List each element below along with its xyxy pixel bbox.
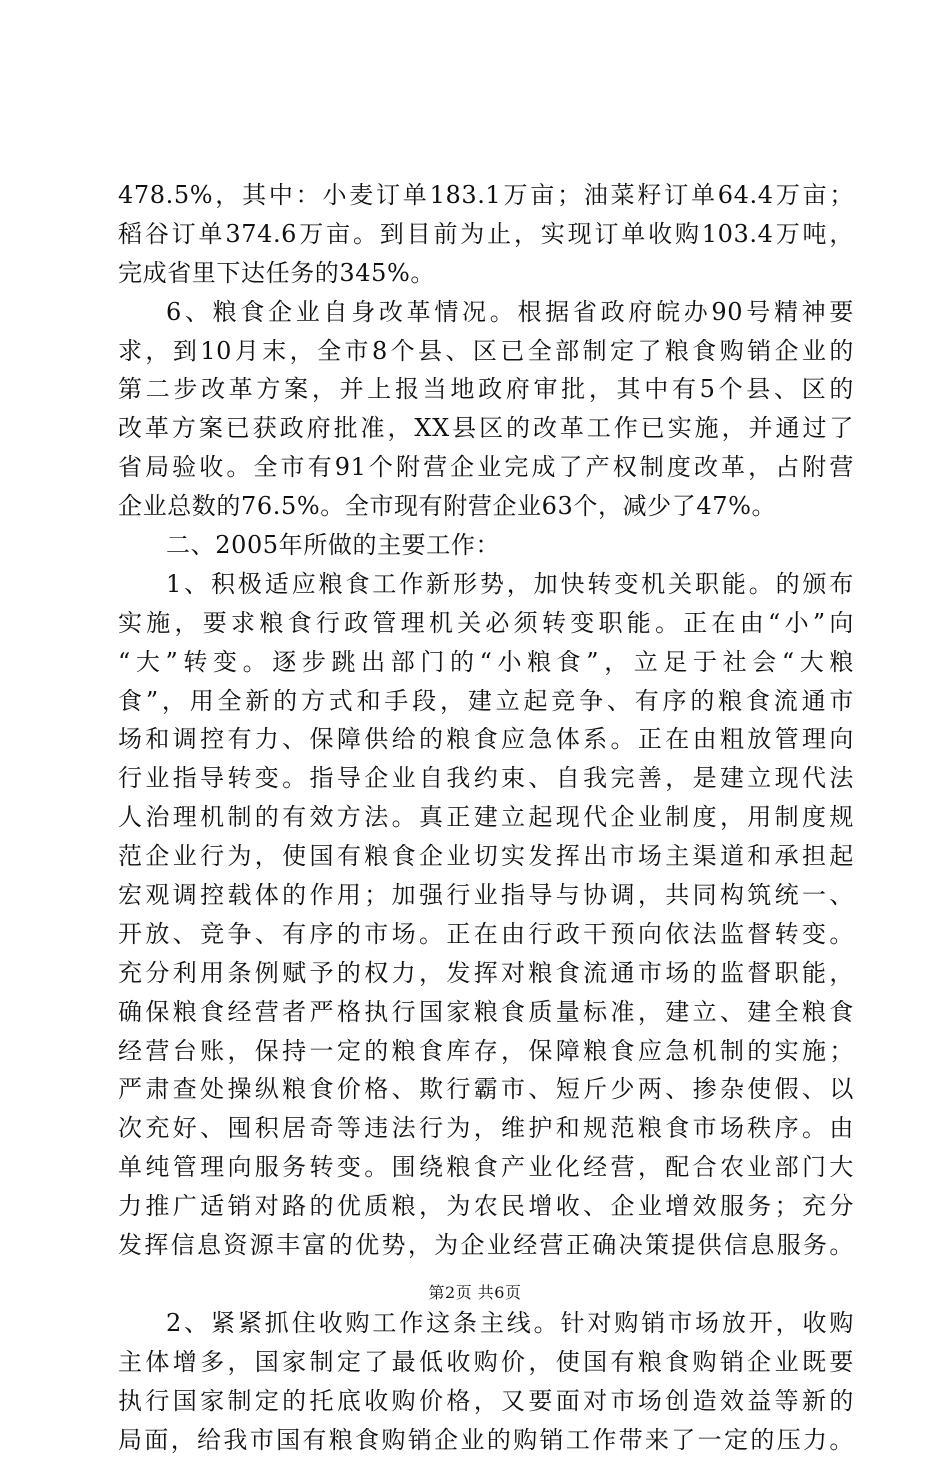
text-line: 478.5%，其中：小麦订单183.1万亩；油菜籽订单64.4万亩； bbox=[118, 176, 854, 215]
document-body bbox=[118, 176, 854, 1459]
text-line: 1、积极适应粮食工作新形势，加快转变机关职能。的颁布 bbox=[118, 565, 854, 604]
text-line: 实施，要求粮食行政管理机关必须转变职能。正在由“小”向 bbox=[118, 604, 854, 643]
text-line: 经营台账，保持一定的粮食库存，保障粮食应急机制的实施； bbox=[118, 1032, 854, 1071]
text-line: 力推广适销对路的优质粮，为农民增收、企业增效服务；充分 bbox=[118, 1187, 854, 1226]
text-line: 完成省里下达任务的345%。 bbox=[118, 254, 854, 293]
text-line: 稻谷订单374.6万亩。到目前为止，实现订单收购103.4万吨， bbox=[118, 215, 854, 254]
page-number-footer: 第2页 共6页 bbox=[0, 1283, 950, 1303]
text-line: 次充好、囤积居奇等违法行为，维护和规范粮食市场秩序。由 bbox=[118, 1109, 854, 1148]
text-line: 改革方案已获政府批准，XX县区的改革工作已实施，并通过了 bbox=[118, 409, 854, 448]
text-line: 行业指导转变。指导企业自我约束、自我完善，是建立现代法 bbox=[118, 759, 854, 798]
text-line: 充分利用条例赋予的权力，发挥对粮食流通市场的监督职能， bbox=[118, 954, 854, 993]
text-line: 省局验收。全市有91个附营企业完成了产权制度改革，占附营 bbox=[118, 448, 854, 487]
text-line: 6、粮食企业自身改革情况。根据省政府皖办90号精神要 bbox=[118, 293, 854, 332]
text-line: 求，到10月末，全市8个县、区已全部制定了粮食购销企业的 bbox=[118, 332, 854, 371]
text-line: 发挥信息资源丰富的优势，为企业经营正确决策提供信息服务。 bbox=[118, 1226, 854, 1265]
text-line: “大”转变。逐步跳出部门的“小粮食”，立足于社会“大粮 bbox=[118, 643, 854, 682]
text-line: 主体增多，国家制定了最低收购价，使国有粮食购销企业既要 bbox=[118, 1343, 854, 1382]
text-line: 范企业行为，使国有粮食企业切实发挥出市场主渠道和承担起 bbox=[118, 837, 854, 876]
text-line: 开放、竞争、有序的市场。正在由行政干预向依法监督转变。 bbox=[118, 915, 854, 954]
text-line: 确保粮食经营者严格执行国家粮食质量标准，建立、建全粮食 bbox=[118, 993, 854, 1032]
text-line: 第二步改革方案，并上报当地政府审批，其中有5个县、区的 bbox=[118, 370, 854, 409]
text-line: 食”，用全新的方式和手段，建立起竞争、有序的粮食流通市 bbox=[118, 682, 854, 721]
text-line: 局面，给我市国有粮食购销企业的购销工作带来了一定的压力。 bbox=[118, 1421, 854, 1459]
text-line: 企业总数的76.5%。全市现有附营企业63个，减少了47%。 bbox=[118, 487, 854, 526]
text-line: 2、紧紧抓住收购工作这条主线。针对购销市场放开，收购 bbox=[118, 1304, 854, 1343]
text-line: 场和调控有力、保障供给的粮食应急体系。正在由粗放管理向 bbox=[118, 720, 854, 759]
text-line: 执行国家制定的托底收购价格，又要面对市场创造效益等新的 bbox=[118, 1382, 854, 1421]
text-line: 人治理机制的有效方法。真正建立起现代企业制度，用制度规 bbox=[118, 798, 854, 837]
text-line: 严肃查处操纵粮食价格、欺行霸市、短斤少两、掺杂使假、以 bbox=[118, 1070, 854, 1109]
text-line: 宏观调控载体的作用；加强行业指导与协调，共同构筑统一、 bbox=[118, 876, 854, 915]
text-line: 单纯管理向服务转变。围绕粮食产业化经营，配合农业部门大 bbox=[118, 1148, 854, 1187]
section-heading: 二、2005年所做的主要工作： bbox=[118, 526, 854, 565]
